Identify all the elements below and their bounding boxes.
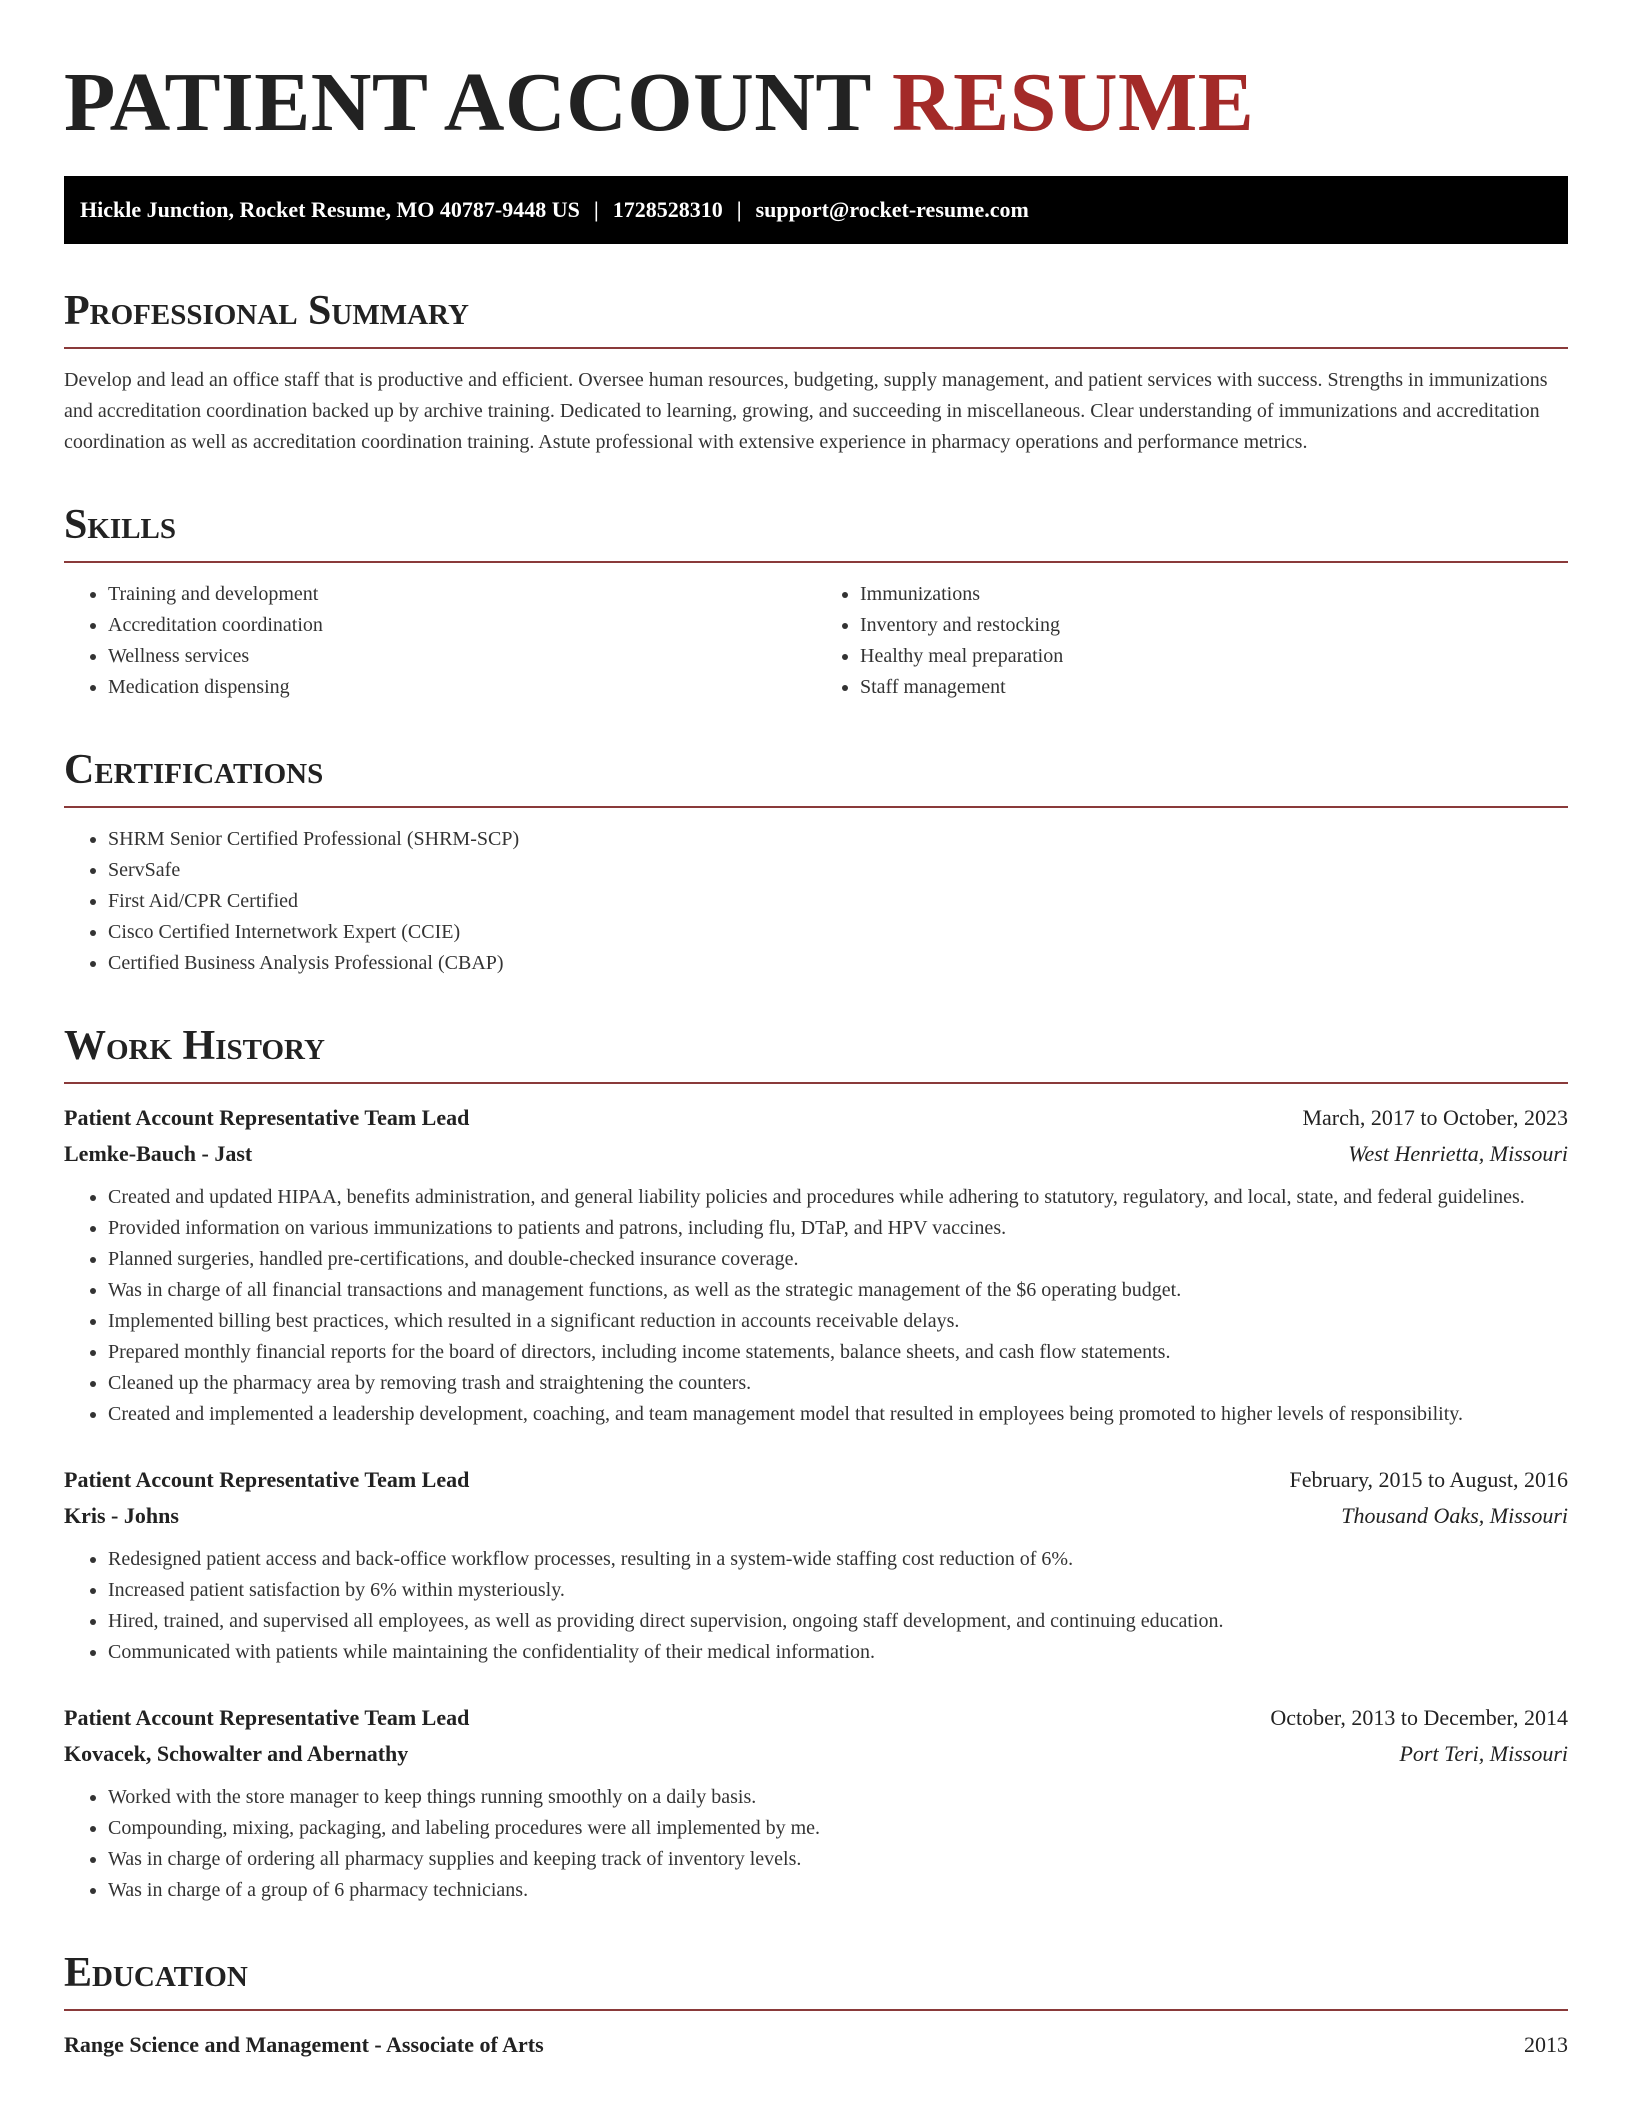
job-bullet: • Worked with the store manager to keep things running smoothly on a daily basis. <box>108 1782 1568 1813</box>
job-location: Thousand Oaks, Missouri <box>1341 1503 1568 1528</box>
job-company: Lemke-Bauch - Jast <box>64 1141 253 1166</box>
job-title: Patient Account Representative Team Lead <box>64 1105 470 1130</box>
contact-email[interactable]: support@rocket-resume.com <box>755 197 1029 222</box>
summary-section <box>64 289 1568 458</box>
skill-item: • Staff management <box>860 672 1568 703</box>
job-bullet: • Redesigned patient access and back-office workflow processes, resulting in a system-wide staffing cost reduction of 6%. <box>108 1544 1568 1575</box>
skills-columns <box>64 579 1568 703</box>
job-bullet: • Cleaned up the pharmacy area by removing trash and straightening the counters. <box>108 1368 1568 1399</box>
skill-item: • Training and development <box>108 579 816 610</box>
job-title: Patient Account Representative Team Lead <box>64 1467 470 1492</box>
certification-item: • ServSafe <box>108 855 1568 886</box>
contact-phone[interactable]: 1728528310 <box>612 197 723 222</box>
title-main: PATIENT ACCOUNT <box>64 56 871 149</box>
section-title-skills: Skills <box>64 503 1568 563</box>
education-header <box>64 2027 1568 2063</box>
job-subheader <box>64 1498 1568 1534</box>
job-bullet: • Was in charge of all financial transactions and management functions, as well as the strategic management of the $6 operating budget. <box>108 1275 1568 1306</box>
education-year: 2013 <box>1524 2032 1568 2057</box>
skill-item: • Accreditation coordination <box>108 610 816 641</box>
certifications-list <box>64 824 1568 979</box>
certification-item: • Certified Business Analysis Professional (CBAP) <box>108 948 1568 979</box>
education-entry <box>64 2027 1568 2063</box>
skills-section <box>64 503 1568 703</box>
job-header <box>64 1462 1568 1498</box>
section-title-education: Education <box>64 1951 1568 2011</box>
title-accent: RESUME <box>891 56 1255 149</box>
job-bullet: • Prepared monthly financial reports for the board of directors, including income statements, balance sheets, and cash flow statements. <box>108 1337 1568 1368</box>
job-header <box>64 1700 1568 1736</box>
job-bullet: • Provided information on various immunizations to patients and patrons, including flu, DTaP, and HPV vaccines. <box>108 1213 1568 1244</box>
contact-bar <box>64 176 1568 244</box>
job-bullet: • Was in charge of ordering all pharmacy supplies and keeping track of inventory levels. <box>108 1844 1568 1875</box>
skill-item: • Inventory and restocking <box>860 610 1568 641</box>
skills-list-right <box>816 579 1568 703</box>
skill-item: • Wellness services <box>108 641 816 672</box>
job-bullet: • Communicated with patients while maintaining the confidentiality of their medical information. <box>108 1637 1568 1668</box>
certification-item: • SHRM Senior Certified Professional (SHRM-SCP) <box>108 824 1568 855</box>
resume-title <box>64 0 1568 150</box>
job-bullets <box>64 1544 1568 1668</box>
job-bullets <box>64 1182 1568 1430</box>
job-subheader <box>64 1736 1568 1772</box>
work-history-section <box>64 1024 1568 1906</box>
job-bullet: • Planned surgeries, handled pre-certifications, and double-checked insurance coverage. <box>108 1244 1568 1275</box>
skills-list-left <box>64 579 816 703</box>
summary-text: Develop and lead an office staff that is productive and efficient. Oversee human resources, budgeting, supply management, and patient services with success. Strengths in immunizations and accreditation coordination backed up by archive training. Dedicated to learning, growing, and succeeding in miscellaneous. Clear understanding of immunizations and accreditation coordination as well as accreditation coordination training. Astute professional with extensive experience in pharmacy operations and performance metrics. <box>64 369 1548 453</box>
job-bullet: • Created and implemented a leadership development, coaching, and team management model that resulted in employees being promoted to higher levels of responsibility. <box>108 1399 1568 1430</box>
education-section <box>64 1951 1568 2063</box>
certifications-section <box>64 748 1568 979</box>
job-entry <box>64 1700 1568 1906</box>
job-title: Patient Account Representative Team Lead <box>64 1705 470 1730</box>
skill-item: • Healthy meal preparation <box>860 641 1568 672</box>
section-title-certifications: Certifications <box>64 748 1568 808</box>
job-dates: October, 2013 to December, 2014 <box>1270 1705 1568 1730</box>
job-dates: March, 2017 to October, 2023 <box>1302 1105 1568 1130</box>
contact-address: Hickle Junction, Rocket Resume, MO 40787-9448 US <box>80 197 580 222</box>
section-title-work-history: Work History <box>64 1024 1568 1084</box>
job-entry <box>64 1462 1568 1668</box>
job-company: Kris - Johns <box>64 1503 179 1528</box>
job-header <box>64 1100 1568 1136</box>
skill-item: • Immunizations <box>860 579 1568 610</box>
education-degree: Range Science and Management - Associate of Arts <box>64 2032 544 2057</box>
job-company: Kovacek, Schowalter and Abernathy <box>64 1741 409 1766</box>
job-location: West Henrietta, Missouri <box>1348 1141 1568 1166</box>
contact-separator: | <box>736 197 742 222</box>
job-bullets <box>64 1782 1568 1906</box>
job-bullet: • Increased patient satisfaction by 6% within mysteriously. <box>108 1575 1568 1606</box>
job-bullet: • Implemented billing best practices, which resulted in a significant reduction in accounts receivable delays. <box>108 1306 1568 1337</box>
job-bullet: • Compounding, mixing, packaging, and labeling procedures were all implemented by me. <box>108 1813 1568 1844</box>
job-location: Port Teri, Missouri <box>1399 1741 1568 1766</box>
job-bullet: • Was in charge of a group of 6 pharmacy technicians. <box>108 1875 1568 1906</box>
section-title-summary: Professional Summary <box>64 289 1568 349</box>
job-entry <box>64 1100 1568 1430</box>
certification-item: • First Aid/CPR Certified <box>108 886 1568 917</box>
skill-item: • Medication dispensing <box>108 672 816 703</box>
job-dates: February, 2015 to August, 2016 <box>1289 1467 1568 1492</box>
certification-item: • Cisco Certified Internetwork Expert (CCIE) <box>108 917 1568 948</box>
job-bullet: • Created and updated HIPAA, benefits administration, and general liability policies and procedures while adhering to statutory, regulatory, and local, state, and federal guidelines. <box>108 1182 1568 1213</box>
contact-separator: | <box>593 197 599 222</box>
job-bullet: • Hired, trained, and supervised all employees, as well as providing direct supervision, ongoing staff development, and continuing education. <box>108 1606 1568 1637</box>
job-subheader <box>64 1136 1568 1172</box>
